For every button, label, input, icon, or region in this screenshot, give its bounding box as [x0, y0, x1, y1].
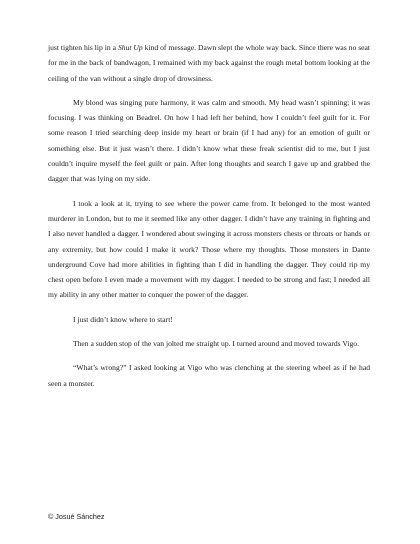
italic-phrase: Shut Up	[117, 43, 143, 52]
paragraph-1-text-a: just tighten his lip in a	[48, 43, 118, 52]
paragraph-3: I took a look at it, trying to see where the power came from. It belonged to the most wanted murderer in London, but to me it seemed like any other dagger. I didn’t have any training in fighting and I also never handled a dagger. I wondered about swinging it across monsters chests or throats or hands or any extremity, but how could I make it work? Those where my thoughts. Those monsters in Dante underground Cove had more abilities in fighting than I did in handling the dagger. They could rip my chest open before I even made a movement with my dagger. I needed to be strong and fast; I needed all my ability in any other matter to conquer the power of the dagger.	[48, 198, 370, 300]
paragraph-5: Then a sudden stop of the van jolted me straight up. I turned around and moved towards Vigo.	[73, 339, 360, 349]
paragraph-6: “What’s wrong?” I asked looking at Vigo who was clenching at the steering wheel as if he had seen a monster.	[48, 363, 370, 388]
copyright-footer: © Josué Sánchez	[48, 512, 105, 521]
paragraph-1	[48, 40, 370, 86]
paragraph-2: My blood was singing pure harmony, it was calm and smooth. My head wasn’t spinning; it was focusing. I was thinking on Beadrel. On how I had left her behind, how I couldn’t feel guilt for it. For some reason I tried searching deep inside my heart or brain (if I had any) for an emotion of guilt or something else. But it just wasn’t there. I didn’t know what these freak scientist did to me, but I just couldn’t inquire myself the feel guilt or pain. After long thoughts and search I gave up and grabbed the dagger that was lying on my side.	[48, 97, 370, 184]
paragraph-1-text-b: kind of message. Dawn slept the whole way back. Since there was no seat for me in the back of bandwagon, I remained with my back against the rough metal bottom looking at the ceiling of the van without a single drop of drowsiness.	[48, 43, 371, 83]
paragraph-4: I just didn’t know where to start!	[73, 314, 173, 324]
body-text	[48, 40, 370, 400]
